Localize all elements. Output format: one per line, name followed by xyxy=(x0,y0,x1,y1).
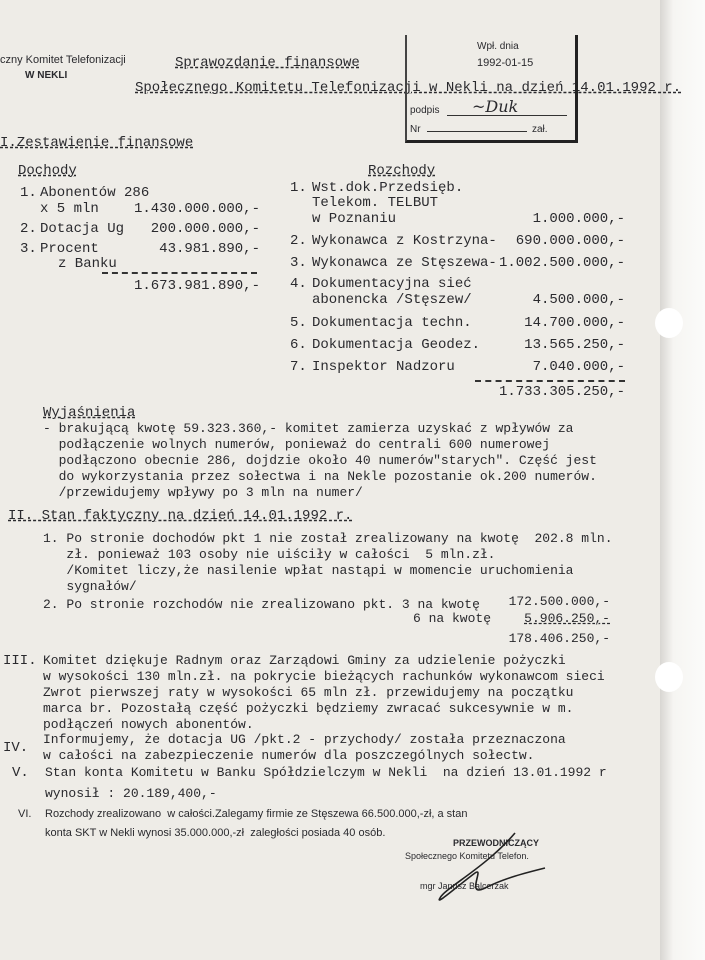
paragraph-line: Stan konta Komitetu w Banku Spółdzielczym w Nekli na dzień 13.01.1992 r xyxy=(45,765,607,780)
item-label: Dotacja Ug xyxy=(40,221,125,237)
item-label: Inspektor Nadzoru xyxy=(312,359,455,375)
item-amount: 43.981.890,- xyxy=(159,241,260,257)
item-amount: 13.565.250,- xyxy=(524,337,625,353)
expense-total: 1.733.305.250,- xyxy=(498,384,625,400)
section-number: III. xyxy=(3,653,37,669)
paragraph-line: 1. Po stronie dochodów pkt 1 nie został zrealizowany na kwotę 202.8 mln. xyxy=(43,531,613,546)
item-amount: 1.430.000.000,- xyxy=(133,201,260,217)
item-amount: 4.500.000,- xyxy=(532,292,625,308)
paragraph-line: Rozchody zrealizowano w całości.Zalegamy firmie ze Stęszewa 66.500.000,-zł, a stan xyxy=(45,808,468,820)
stamp-number-label: Nr xyxy=(410,124,421,135)
income-heading: Dochody xyxy=(18,163,77,179)
item-label: abonencka /Stęszew/ xyxy=(312,292,472,308)
paragraph-line: w wysokości 130 mln.zł. na pokrycie bieżących rachunków wykonawcom sieci xyxy=(43,669,605,684)
item-number: 3. xyxy=(20,241,37,257)
paragraph-line: zł. ponieważ 103 osoby nie uiściły w całości 5 mln.zł. xyxy=(43,547,496,562)
item-label: Dokumentacyjna sieć xyxy=(312,276,472,292)
item-amount: 14.700.000,- xyxy=(524,315,625,331)
stamp-signature-label: podpis xyxy=(410,105,440,116)
income-total: 1.673.981.890,- xyxy=(133,278,260,294)
section-2-title: II. Stan faktyczny na dzień 14.01.1992 r. xyxy=(8,508,353,524)
item-number: 1. xyxy=(290,180,307,196)
paragraph-line: Informujemy, że dotacja UG /pkt.2 - przychody/ została przeznaczona xyxy=(43,732,566,747)
item-label: Wst.dok.Przedsięb. xyxy=(312,180,464,196)
paragraph-line: podłączeń nowych abonentów. xyxy=(43,717,254,732)
income-sum-rule xyxy=(102,272,257,274)
stamp-signature: ~Duk xyxy=(472,97,519,116)
item-number: 3. xyxy=(290,255,307,271)
paragraph-line: konta SKT w Nekli wynosi 35.000.000,-zł zaległości posiada 40 osób. xyxy=(45,827,386,839)
paragraph-line: Zwrot pierwszej raty w wysokości 65 mln zł. przewidujemy na początku xyxy=(43,685,574,700)
item-label: w Poznaniu xyxy=(312,211,397,227)
explanations-heading: Wyjaśnienia xyxy=(43,405,136,421)
signature-role: PRZEWODNICZĄCY xyxy=(453,838,539,848)
paragraph-line: 2. Po stronie rozchodów nie zrealizowano pkt. 3 na kwotę xyxy=(43,597,480,612)
handwritten-signature xyxy=(425,828,555,908)
paragraph-line: /Komitet liczy,że nasilenie wpłat nastąpi w momencie uruchomienia xyxy=(43,563,574,578)
item-label: Dokumentacja techn. xyxy=(312,315,472,331)
section-number: IV. xyxy=(3,740,29,756)
item-amount: 200.000.000,- xyxy=(150,221,260,237)
item-label: z Banku xyxy=(58,256,117,272)
document-subtitle: Społecznego Komitetu Telefonizacji w Nekli na dzień 14.01.1992 r. xyxy=(135,80,682,96)
paragraph-line: marca br. Pozostałą część pożyczki będziemy zwracać sukcesywnie w m. xyxy=(43,701,574,716)
expense-heading: Rozchody xyxy=(368,163,436,179)
item-amount: 1.000.000,- xyxy=(532,211,625,227)
item-amount: 1.002.500.000,- xyxy=(498,255,625,271)
explanation-line: /przewidujemy wpływy po 3 mln na numer/ xyxy=(43,485,363,500)
item-label: Dokumentacja Geodez. xyxy=(312,337,481,353)
item-label: Telekom. TELBUT xyxy=(312,195,439,211)
item-number: 1. xyxy=(20,185,37,201)
item-number: 2. xyxy=(20,221,37,237)
item-number: 4. xyxy=(290,276,307,292)
item-label: Procent xyxy=(40,241,99,257)
paragraph-line: Komitet dziękuje Radnym oraz Zarządowi Gminy za udzielenie pożyczki xyxy=(43,653,566,668)
section-number: V. xyxy=(12,765,29,781)
item-number: 5. xyxy=(290,315,307,331)
expense-sum-rule xyxy=(475,380,625,382)
received-stamp xyxy=(405,35,578,143)
amount: 172.500.000,- xyxy=(508,594,610,609)
item-label: Abonentów 286 xyxy=(40,185,150,201)
amount-total: 178.406.250,- xyxy=(508,631,610,646)
paragraph-line: w całości na zabezpieczenie numerów dla poszczególnych sołectw. xyxy=(43,748,535,763)
item-label: x 5 mln xyxy=(40,201,99,217)
signature-name: mgr Janusz Balcerzak xyxy=(420,881,509,891)
page-edge xyxy=(660,0,705,960)
paragraph-line: wynosił : 20.189,400,- xyxy=(45,786,217,801)
signature-org: Społecznego Komitetu Telefon. xyxy=(405,851,529,861)
paragraph-line: 6 na kwotę xyxy=(413,611,492,626)
committee-stamp-line2: W NEKLI xyxy=(25,70,68,81)
explanation-line: podłączenie wolnych numerów, ponieważ do centrali 600 numerowej xyxy=(43,437,551,452)
section-number: VI. xyxy=(18,808,32,820)
document-title: Sprawozdanie finansowe xyxy=(175,55,360,71)
item-number: 6. xyxy=(290,337,307,353)
explanation-line: - brakującą kwotę 59.323.360,- komitet zamierza uzyskać z wpływów za xyxy=(43,421,574,436)
amount: 5.906.250,- xyxy=(524,611,610,626)
item-label: Wykonawca z Kostrzyna- xyxy=(312,233,497,249)
explanation-line: podłączono obecnie 286, dojdzie około 40 numerów"starych". Część jest xyxy=(43,453,597,468)
item-number: 2. xyxy=(290,233,307,249)
stamp-header: Wpł. dnia xyxy=(477,41,519,52)
section-1-title: I.Zestawienie finansowe xyxy=(0,135,194,151)
item-amount: 7.040.000,- xyxy=(532,359,625,375)
item-label: Wykonawca ze Stęszewa- xyxy=(312,255,497,271)
punch-hole xyxy=(655,662,683,692)
item-number: 7. xyxy=(290,359,307,375)
item-amount: 690.000.000,- xyxy=(515,233,625,249)
explanation-line: do wykorzystania przez sołectwa i na Nekle pozostanie ok.200 numerów. xyxy=(43,469,597,484)
stamp-date: 1992-01-15 xyxy=(477,57,534,69)
paragraph-line: sygnałów/ xyxy=(43,579,137,594)
stamp-attachments-label: zał. xyxy=(532,124,548,135)
punch-hole xyxy=(655,308,683,338)
committee-stamp-line1: czny Komitet Telefonizacji xyxy=(0,54,126,66)
